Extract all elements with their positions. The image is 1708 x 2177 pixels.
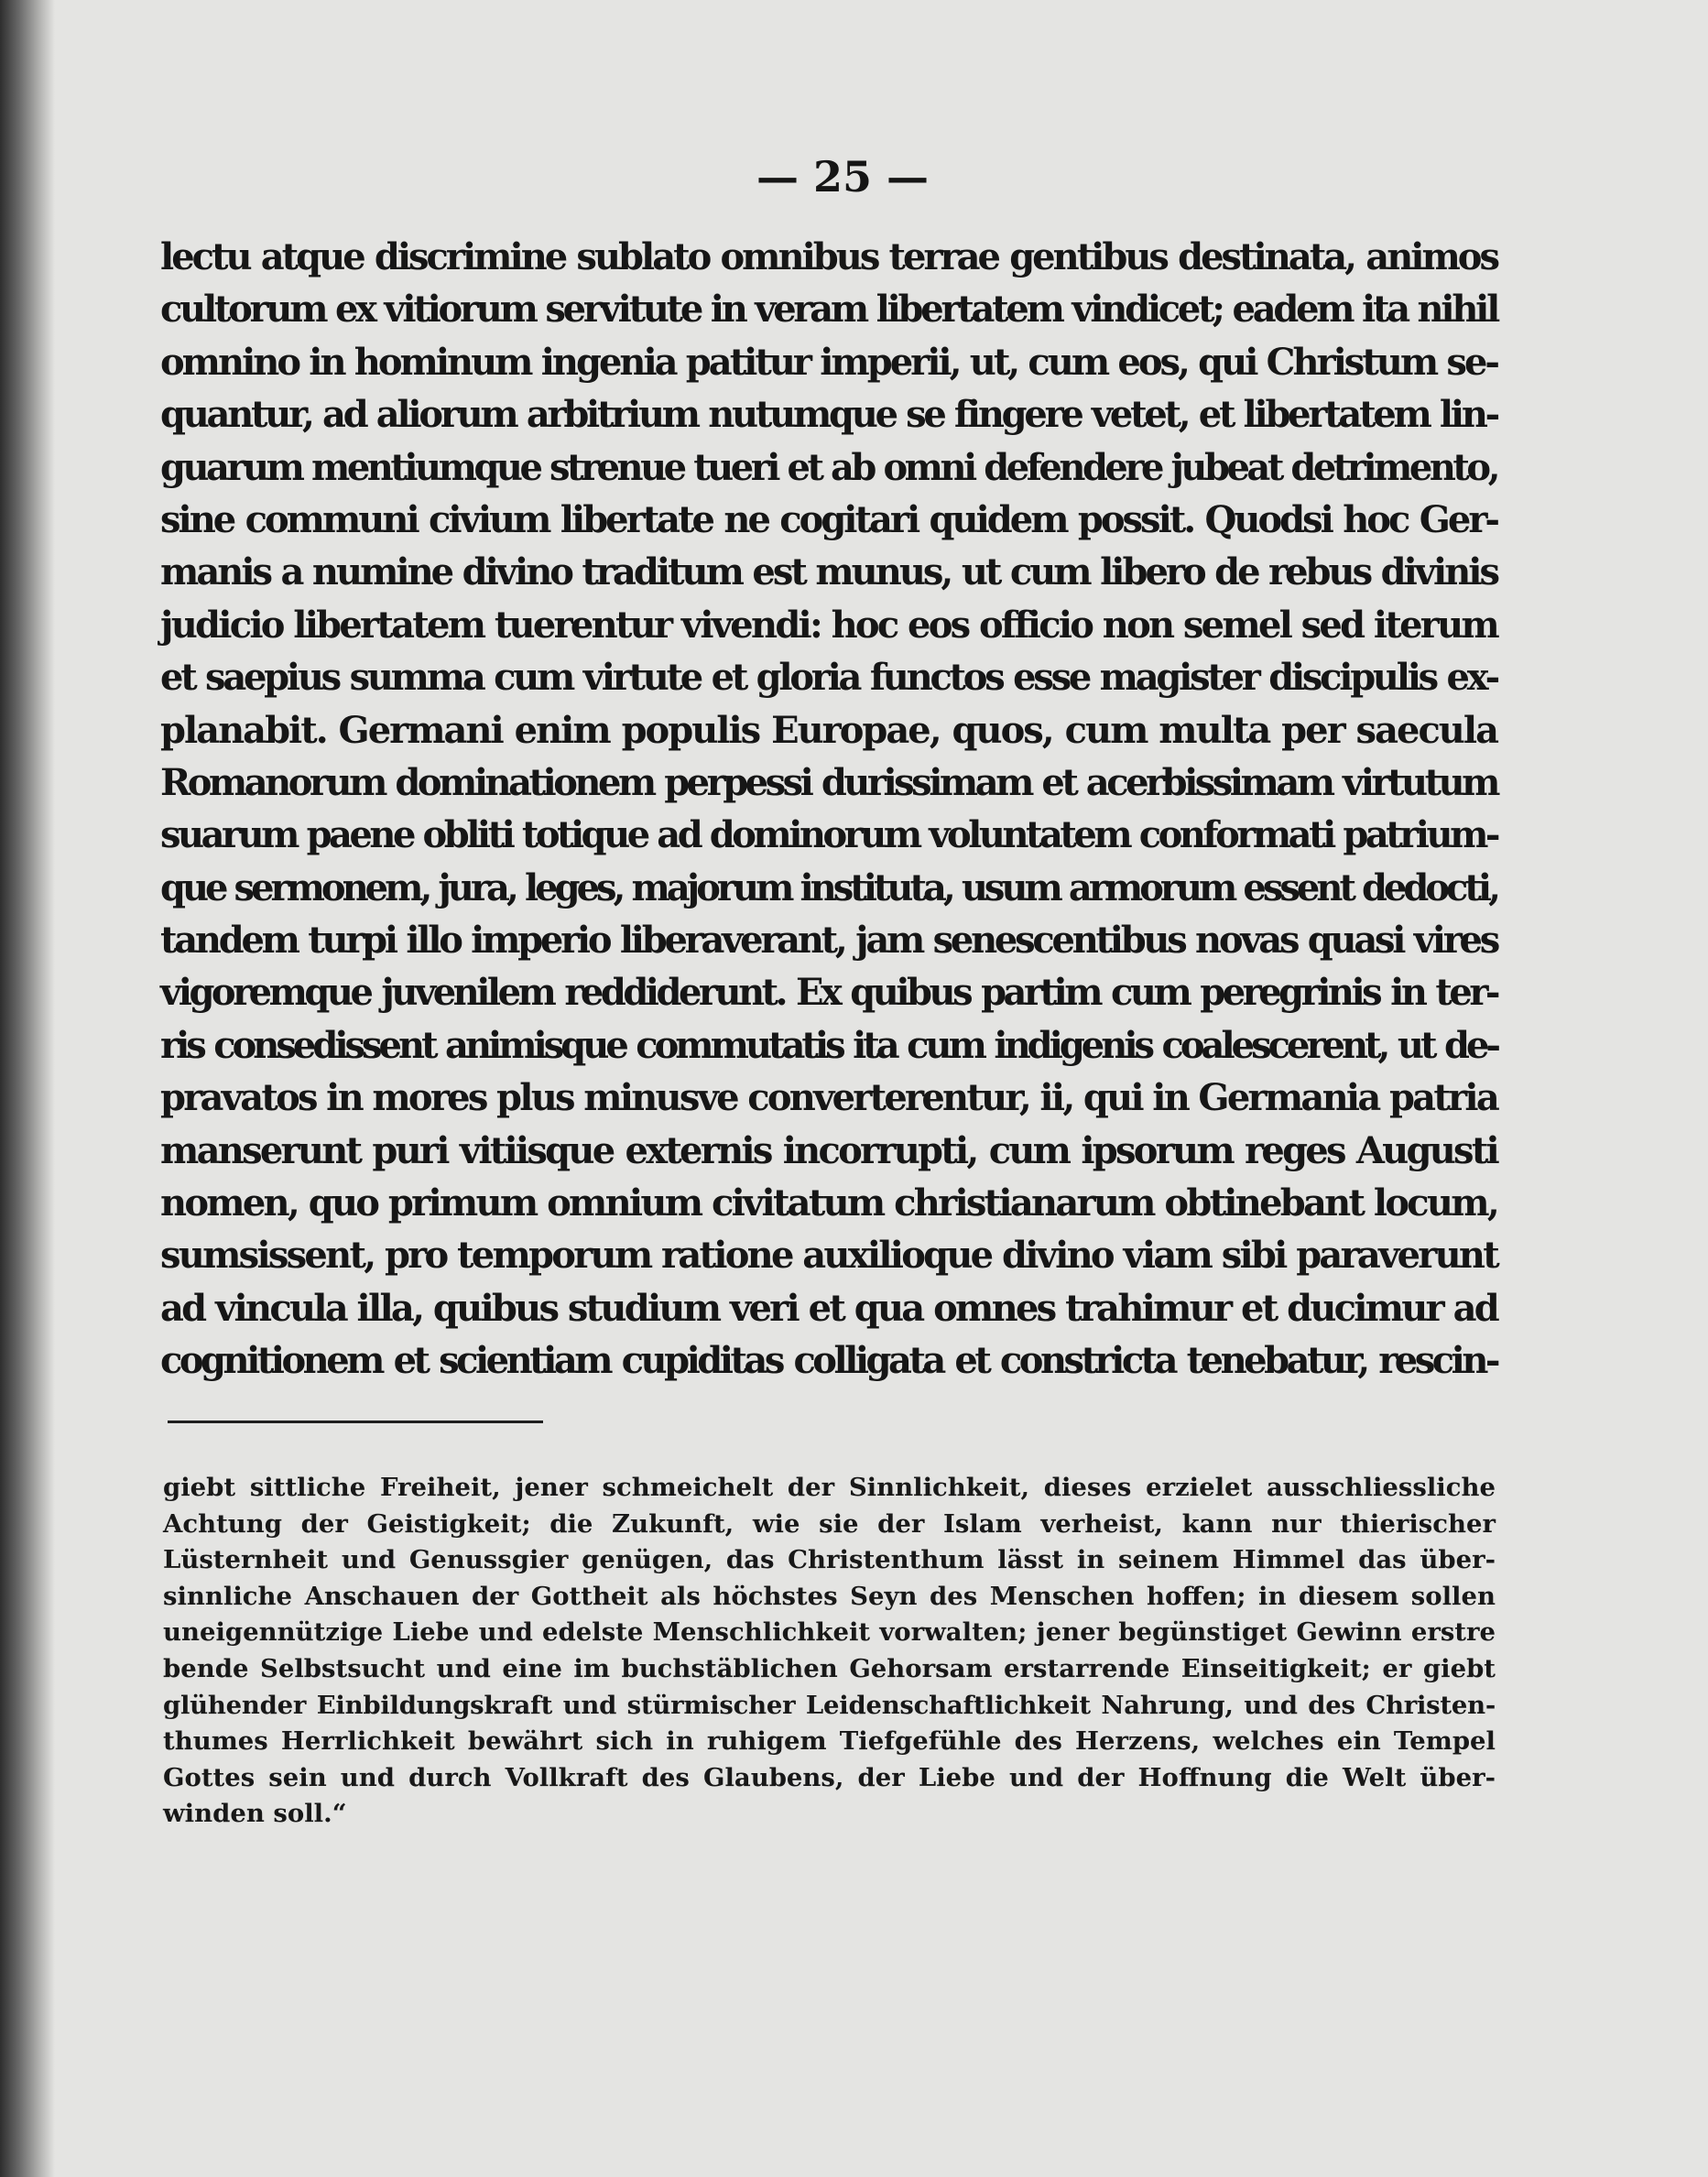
main-text-block bbox=[160, 231, 1497, 1388]
text-line: ad vincula illa, quibus studium veri et qua omnes trahimur et ducimur ad bbox=[160, 1286, 1497, 1330]
text-line: tandem turpi illo imperio liberaverant, jam senescentibus novas quasi vires bbox=[160, 919, 1497, 963]
text-line: manserunt puri vitiisque externis incorrupti, cum ipsorum reges Augusti bbox=[160, 1128, 1497, 1172]
footnote-line: Lüsternheit und Genussgier genügen, das Christenthum lässt in seinem Himmel das über- bbox=[163, 1545, 1496, 1575]
text-line: nomen, quo primum omnium civitatum christianarum obtinebant locum, bbox=[160, 1181, 1497, 1225]
text-line: judicio libertatem tuerentur vivendi: hoc eos officio non semel sed iterum bbox=[160, 603, 1497, 647]
text-line: Romanorum dominationem perpessi durissimam et acerbissimam virtutum bbox=[160, 760, 1497, 804]
footnote-line: sinnliche Anschauen der Gottheit als höchstes Seyn des Menschen hoffen; in diesem sollen bbox=[163, 1581, 1496, 1611]
footnote-line: Achtung der Geistigkeit; die Zukunft, wie sie der Islam verheist, kann nur thierischer bbox=[163, 1508, 1496, 1539]
footnote-line: thumes Herrlichkeit bewährt sich in ruhigem Tiefgefühle des Herzens, welches ein Tempel bbox=[163, 1726, 1496, 1757]
footnote-line: glühender Einbildungskraft und stürmischer Leidenschaftlichkeit Nahrung, und des Christen- bbox=[163, 1690, 1496, 1720]
text-line: et saepius summa cum virtute et gloria functos esse magister discipulis ex- bbox=[160, 656, 1497, 700]
footnote-block bbox=[163, 1470, 1496, 1833]
text-line: cognitionem et scientiam cupiditas colligata et constricta tenebatur, rescin- bbox=[160, 1339, 1497, 1383]
text-line: omnino in hominum ingenia patitur imperii, ut, cum eos, qui Christum se- bbox=[160, 340, 1497, 384]
text-line: sine communi civium libertate ne cogitari quidem possit. Quodsi hoc Ger- bbox=[160, 497, 1497, 541]
footnote-rule bbox=[168, 1420, 543, 1423]
text-line: vigoremque juvenilem reddiderunt. Ex quibus partim cum peregrinis in ter- bbox=[160, 971, 1497, 1015]
binding-shadow bbox=[0, 0, 55, 2177]
text-line: pravatos in mores plus minusve converterentur, ii, qui in Germania patria bbox=[160, 1076, 1497, 1120]
text-line: guarum mentiumque strenue tueri et ab omni defendere jubeat detrimento, bbox=[160, 445, 1497, 489]
text-line: lectu atque discrimine sublato omnibus terrae gentibus destinata, animos bbox=[160, 235, 1497, 278]
footnote-line: bende Selbstsucht und eine im buchstäblichen Gehorsam erstarrende Einseitigkeit; er giebt bbox=[163, 1653, 1496, 1683]
text-line: manis a numine divino traditum est munus, ut cum libero de rebus divinis bbox=[160, 550, 1497, 594]
text-line: que sermonem, jura, leges, majorum instituta, usum armorum essent dedocti, bbox=[160, 865, 1497, 909]
page-number: — 25 — bbox=[756, 152, 930, 201]
footnote-line: uneigennützige Liebe und edelste Menschlichkeit vorwalten; jener begünstiget Gewinn erstre bbox=[163, 1617, 1496, 1648]
text-line: sumsissent, pro temporum ratione auxilioque divino viam sibi paraverunt bbox=[160, 1234, 1497, 1278]
text-line: cultorum ex vitiorum servitute in veram libertatem vindicet; eadem ita nihil bbox=[160, 288, 1498, 332]
text-line: suarum paene obliti totique ad dominorum voluntatem conformati patrium- bbox=[160, 813, 1497, 857]
footnote-line: giebt sittliche Freiheit, jener schmeichelt der Sinnlichkeit, dieses erzielet ausschliessliche bbox=[163, 1473, 1496, 1502]
text-line: planabit. Germani enim populis Europae, quos, cum multa per saecula bbox=[160, 708, 1497, 752]
footnote-line: Gottes sein und durch Vollkraft des Glaubens, der Liebe und der Hoffnung die Welt über- bbox=[163, 1762, 1496, 1792]
footnote-line: winden soll.“ bbox=[163, 1799, 347, 1829]
text-line: quantur, ad aliorum arbitrium nutumque se fingere vetet, et libertatem lin- bbox=[160, 393, 1497, 437]
text-line: ris consedissent animisque commutatis ita cum indigenis coalescerent, ut de- bbox=[160, 1023, 1497, 1067]
